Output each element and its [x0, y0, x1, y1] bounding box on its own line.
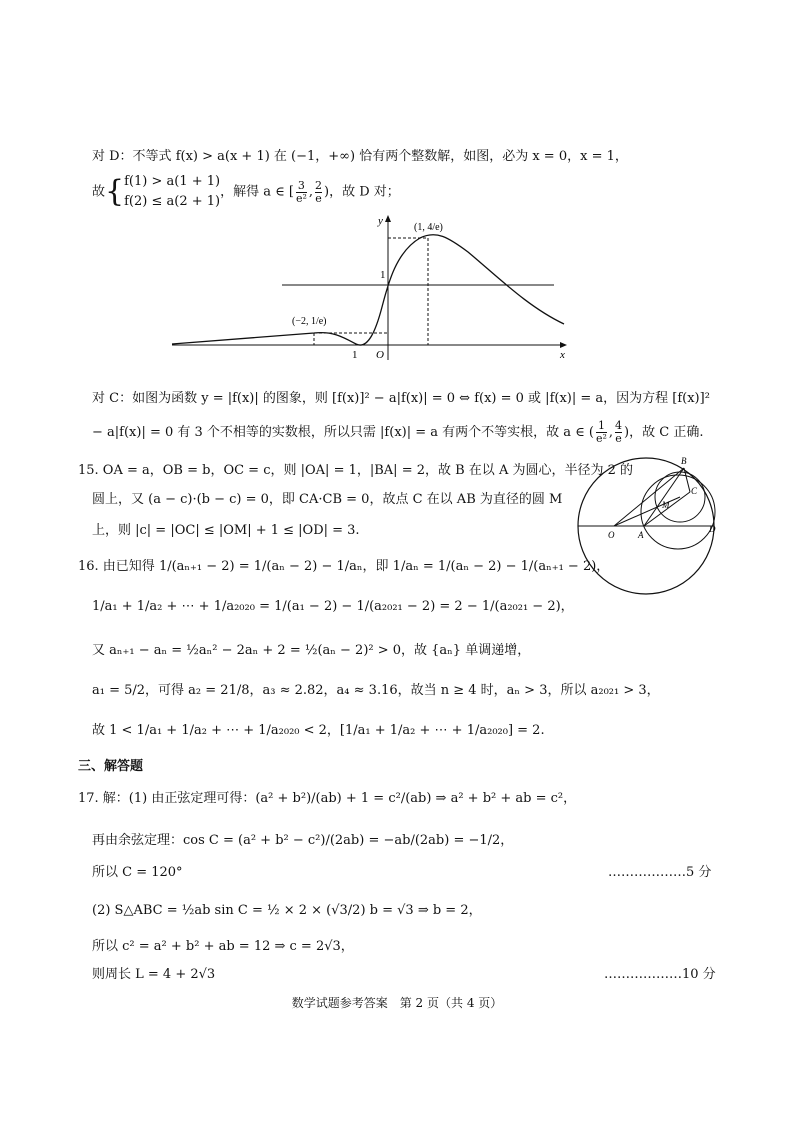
- d-system-top: f(1) > a(1 + 1): [124, 174, 221, 189]
- one-x-label: 1: [352, 349, 358, 361]
- d-system-bottom: f(2) ≤ a(2 + 1): [124, 194, 221, 209]
- c-item-line2: − a|f(x)| = 0 有 3 个不相等的实数根，所以只需 |f(x)| = a 有两个不等实根，故 a ∈ ( $\frac{1}{\text{e²}}$ , $\frac{4}{e}$ )，故 C 正确.: [92, 419, 704, 445]
- function-graph-figure: [168, 212, 568, 362]
- c-end: )，故 C 正确.: [624, 425, 704, 440]
- c-frac2: $\frac{4}{e}$: [615, 419, 623, 445]
- q16-line3: 又 aₙ₊₁ − aₙ = ½aₙ² − 2aₙ + 2 = ½(aₙ − 2)² > 0，故 {aₙ} 单调递增，: [92, 643, 531, 658]
- section-title: 三、解答题: [78, 759, 144, 774]
- q17-line2: 再由余弦定理：cos C = (a² + b² − c²)/(2ab) = −ab/(2ab) = −1/2，: [92, 833, 514, 848]
- q15-line1: 15. OA = a，OB = b，OC = c，则 |OA| = 1，|BA| = 2，故 B 在以 A 为圆心，半径为 2 的: [78, 463, 633, 478]
- max-point-label: (1, 4/e): [414, 222, 443, 233]
- x-label: x: [560, 349, 565, 361]
- label-c: C: [691, 486, 698, 496]
- d-mid: ，解得 a ∈ [: [220, 184, 294, 200]
- d-frac2: $\frac{2}{e}$: [315, 178, 322, 205]
- min-point-label: (−2, 1/e): [292, 316, 327, 327]
- label-o: O: [608, 530, 615, 540]
- d-frac1: $\frac{3}{\text{e²}}$: [295, 178, 307, 205]
- function-curve: [172, 235, 564, 345]
- page-footer: 数学试题参考答案 第 2 页（共 4 页）: [291, 996, 503, 1010]
- y-label: y: [378, 215, 383, 227]
- y-axis-arrow-icon: [385, 215, 391, 222]
- one-y-label: 1: [380, 269, 386, 281]
- circle-a-radius-2: [641, 475, 715, 549]
- q15-line3: 上，则 |c| = |OC| ≤ |OM| + 1 ≤ |OD| = 3.: [92, 523, 360, 538]
- brace-icon: {: [105, 174, 125, 209]
- q16-line5: 故 1 < 1/a₁ + 1/a₂ + ⋯ + 1/a₂₀₂₀ < 2，[1/a₁ + 1/a₂ + ⋯ + 1/a₂₀₂₀] = 2.: [92, 723, 545, 738]
- q17-line6: 则周长 L = 4 + 2√3: [92, 967, 216, 982]
- line-ab: [644, 468, 684, 526]
- d-end: )，故 D 对；: [324, 184, 400, 200]
- q15-line2: 圆上，又 (a − c)·(b − c) = 0，即 CA·CB = 0，故点 C 在以 AB 为直径的圆 M: [92, 492, 563, 507]
- origin-label: O: [376, 349, 384, 361]
- d-item-line1: 对 D：不等式 f(x) > a(x + 1) 在 (−1，+∞) 恰有两个整数解，如图，必为 x = 0，x = 1，: [92, 149, 628, 164]
- label-m: M: [662, 500, 670, 510]
- q17-score2: ………………10 分: [604, 967, 716, 982]
- x-axis-arrow-icon: [560, 342, 567, 348]
- d-prefix: 故: [92, 184, 106, 200]
- q16-line2: 1/a₁ + 1/a₂ + ⋯ + 1/a₂₀₂₀ = 1/(a₁ − 2) − 1/(a₂₀₂₁ − 2) = 2 − 1/(a₂₀₂₁ − 2)，: [92, 599, 574, 614]
- d-item-line2: 故{ f(1) > a(1 + 1) f(2) ≤ a(2 + 1) ，解得 a ∈ [ $\frac{3}{\text{e²}}$ , $\frac{2}{e}$ )，故 D 对；: [92, 172, 400, 212]
- c-item-line1: 对 C：如图为函数 y = |f(x)| 的图象，则 [f(x)]² − a|f(x)| = 0 ⇔ f(x) = 0 或 |f(x)| = a，因为方程 [f(x)]²: [92, 391, 710, 406]
- q16-line1: 16. 由已知得 1/(aₙ₊₁ − 2) = 1/(aₙ − 2) − 1/aₙ，即 1/aₙ = 1/(aₙ − 2) − 1/(aₙ₊₁ − 2)，: [78, 559, 610, 574]
- q17-line4: (2) S△ABC = ½ab sin C = ½ × 2 × (√3/2) b = √3 ⇒ b = 2，: [92, 903, 482, 918]
- c-frac1: $\frac{1}{\text{e²}}$: [595, 419, 607, 445]
- label-a: A: [638, 530, 644, 540]
- line-ob: [614, 468, 684, 526]
- label-b: B: [681, 456, 687, 466]
- q17-line1: 17. 解：(1) 由正弦定理可得：(a² + b²)/(ab) + 1 = c²/(ab) ⇒ a² + b² + ab = c²，: [78, 791, 577, 806]
- q17-line3: 所以 C = 120°: [92, 865, 183, 880]
- circle-figure: [574, 452, 724, 602]
- q17-score1: ………………5 分: [608, 865, 712, 880]
- q16-line4: a₁ = 5/2，可得 a₂ = 21/8，a₃ ≈ 2.82，a₄ ≈ 3.16，故当 n ≥ 4 时，aₙ > 3，所以 a₂₀₂₁ > 3，: [92, 683, 660, 698]
- c-line2-a: − a|f(x)| = 0 有 3 个不相等的实数根，所以只需 |f(x)| = a 有两个不等实根，故 a ∈ (: [92, 425, 594, 440]
- q17-line5: 所以 c² = a² + b² + ab = 12 ⇒ c = 2√3，: [92, 939, 354, 954]
- label-d: D: [709, 524, 716, 534]
